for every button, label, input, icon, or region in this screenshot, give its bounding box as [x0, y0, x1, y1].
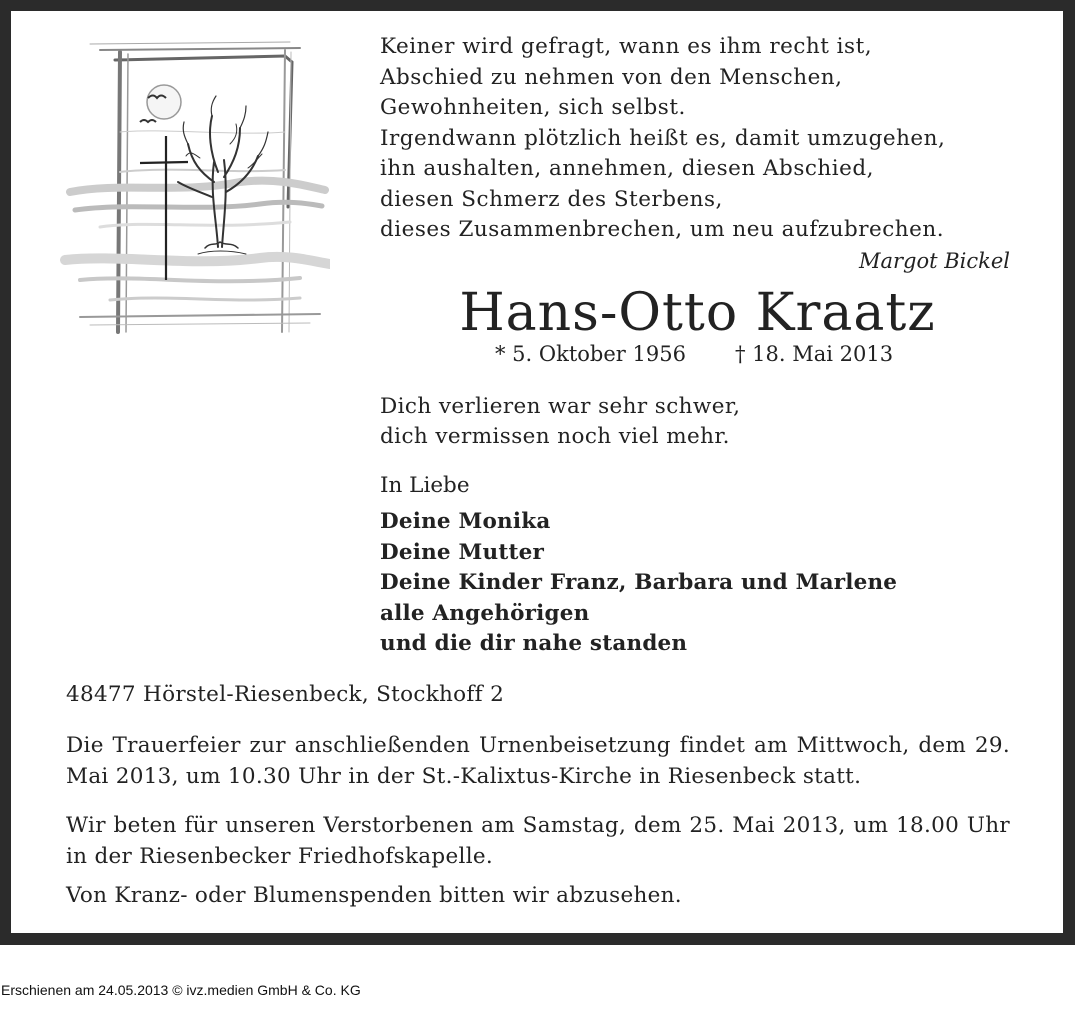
death-date: † 18. Mai 2013 — [735, 342, 894, 366]
poem-line: Gewohnheiten, sich selbst. — [380, 95, 686, 120]
poem-line: Abschied zu nehmen von den Menschen, — [380, 64, 843, 90]
signer: alle Angehörigen — [380, 600, 590, 626]
verse-line: Dich verlieren war sehr schwer, — [380, 394, 741, 419]
birth-date: * 5. Oktober 1956 — [495, 342, 686, 366]
poem-line: ihn aushalten, annehmen, diesen Abschied, — [380, 156, 874, 181]
signer: Deine Kinder Franz, Barbara und Marlene — [380, 570, 898, 595]
poem-line: dieses Zusammenbrechen, um neu aufzubrechen. — [380, 217, 945, 242]
poem-author: Margot Bickel — [858, 248, 1010, 273]
poem-line: Irgendwann plötzlich heißt es, damit umzugehen, — [380, 125, 946, 151]
deceased-name — [380, 278, 1010, 348]
address: 48477 Hörstel-Riesenbeck, Stockhoff 2 — [66, 682, 505, 707]
verse — [380, 392, 740, 452]
signer: Deine Monika — [380, 509, 551, 534]
poem-line: Keiner wird gefragt, wann es ihm recht ist, — [380, 34, 873, 59]
deceased-name-text: Hans-Otto Kraatz — [459, 283, 936, 343]
window-tree-cross-icon — [60, 32, 330, 352]
publication-footer: Erschienen am 24.05.2013 © ivz.medien GmbH & Co. KG — [1, 982, 361, 998]
verse-line: dich vermissen noch viel mehr. — [380, 424, 730, 449]
poem-line: diesen Schmerz des Sterbens, — [380, 186, 723, 212]
funeral-service-paragraph: Die Trauerfeier zur anschließenden Urnenbeisetzung findet am Mittwoch, dem 29. Mai 2013, um 10.30 Uhr in der St.-Kalixtus-Kirche in Riesenbeck statt. — [66, 733, 1010, 789]
poem — [380, 32, 1010, 276]
prayer-paragraph: Wir beten für unseren Verstorbenen am Samstag, dem 25. Mai 2013, um 18.00 Uhr in der Riesenbecker Friedhofskapelle. — [66, 813, 1010, 869]
signer: Deine Mutter — [380, 539, 544, 565]
signer: und die dir nahe standen — [380, 631, 688, 656]
flowers-note-paragraph: Von Kranz- oder Blumenspenden bitten wir abzusehen. — [66, 883, 682, 908]
signers-list — [380, 507, 897, 660]
life-dates — [495, 342, 894, 366]
in-love-label: In Liebe — [380, 473, 470, 498]
